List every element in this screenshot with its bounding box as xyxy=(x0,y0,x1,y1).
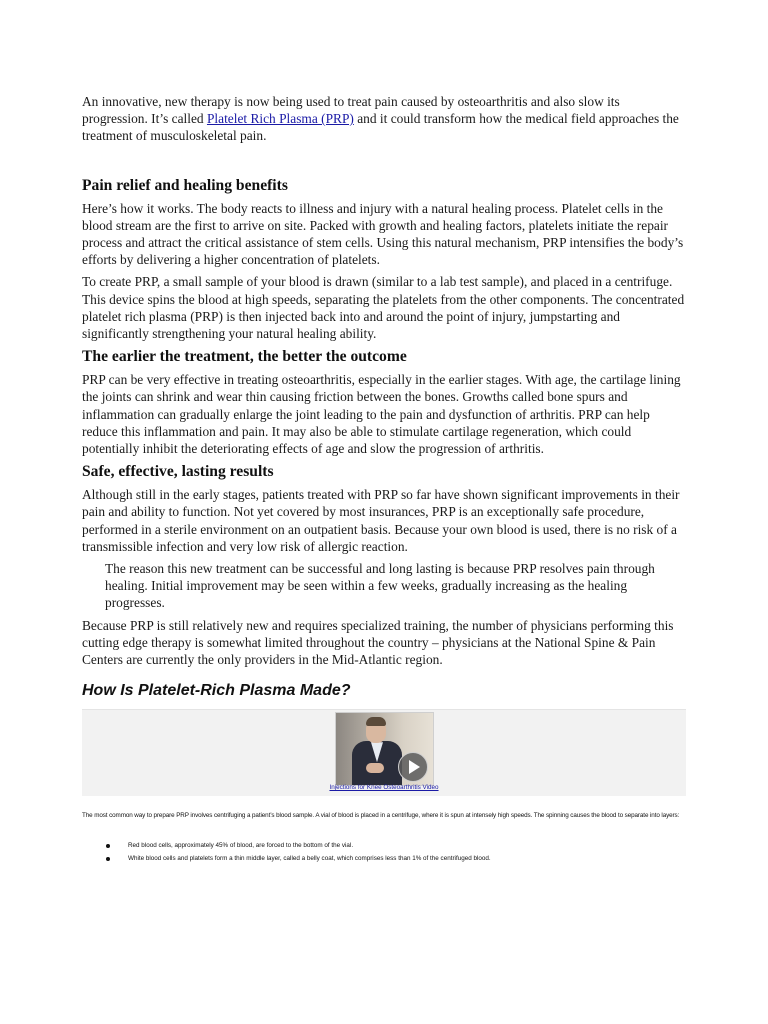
paragraph-create-prp: To create PRP, a small sample of your blood is drawn (similar to a lab test sample), and placed in a centrifuge. This device spins the blood at high speeds, separating the platelets from the other components. The concentrated platelet rich plasma (PRP) is then injected back into and around the point of injury, jumpstarting and significantly strengthening your natural healing ability. xyxy=(82,274,685,342)
paragraph-how-it-works: Here’s how it works. The body reacts to illness and injury with a natural healing process. Platelet cells in the blood stream are the first to arrive on site. Packed with growth and healing factors, platelets initiate the repair process and attract the critical assistance of stem cells. Using this natural mechanism, PRP intensifies the body’s efforts by delivering a higher concentration of platelets. xyxy=(82,200,684,268)
article xyxy=(82,93,688,868)
list-item-text: Red blood cells, approximately 45% of blood, are forced to the bottom of the vial. xyxy=(128,842,354,850)
heading-earlier-treatment: The earlier the treatment, the better the outcome xyxy=(82,348,407,366)
paragraph-osteoarthritis: PRP can be very effective in treating osteoarthritis, especially in the earlier stages. With age, the cartilage lining the joints can shrink and wear thin causing friction between the bones. Growths called bone spurs and inflammation can gradually enlarge the joint leading to the pain and dysfunction of arthritis. PRP can help reduce this inflammation and pain. It may also be able to stimulate cartilage regeneration, which could potentially inhibit the deteriorating effects of age and slow the progression of arthritis. xyxy=(82,372,681,457)
video-thumbnail[interactable] xyxy=(335,712,434,786)
heading-safe-effective: Safe, effective, lasting results xyxy=(82,463,274,481)
paragraph-early-stages: Although still in the early stages, patients treated with PRP so far have shown significant improvements in their pain and ability to function. Not yet covered by most insurances, PRP is an exceptionally safe procedure, performed in a sterile environment on an outpatient basis. Because your own blood is used, there is no risk of a transmissible infection and very low risk of allergic reaction. xyxy=(82,487,680,554)
list-item xyxy=(82,842,688,850)
list-item-text: White blood cells and platelets form a thin middle layer, called a belly coat, which comprises less than 1% of the centrifuged blood. xyxy=(128,855,491,863)
paragraph-specialized-training: Because PRP is still relatively new and requires specialized training, the number of physicians performing this cutting edge therapy is somewhat limited throughout the country – physicians at the National Spine & Pain Centers are currently the only providers in the Mid-Atlantic region. xyxy=(82,617,674,668)
intro-text-start: An innovative, new therapy is now being used to treat pain caused by osteoarthritis and also slow its progression. It’s called xyxy=(82,94,620,127)
prp-link[interactable]: Platelet Rich Plasma (PRP) xyxy=(206,111,354,127)
video-embed xyxy=(82,709,686,796)
list-item xyxy=(82,855,688,863)
paragraph-prepare-prp: The most common way to prepare PRP involves centrifuging a patient’s blood sample. A vial of blood is placed in a centrifuge, where it is spun at intensely high speeds. The spinning causes the blood to separate into layers: xyxy=(82,812,680,820)
quote-paragraph: The reason this new treatment can be successful and long lasting is because PRP resolves pain through healing. Initial improvement may be seen within a few weeks, gradually increasing as the healing progresses. xyxy=(105,561,655,611)
intro-text-end: and it could transform how the medical field approaches the treatment of musculoskeletal pain. xyxy=(82,111,679,144)
video-caption-link[interactable]: Injections for Knee Osteoarthritis Video xyxy=(329,784,439,792)
bullet-icon xyxy=(106,844,110,848)
heading-pain-relief: Pain relief and healing benefits xyxy=(82,176,288,194)
bullet-icon xyxy=(106,857,110,861)
video-caption xyxy=(82,784,686,792)
blood-layers-list xyxy=(82,842,688,863)
heading-how-prp-made: How Is Platelet-Rich Plasma Made? xyxy=(82,682,351,700)
intro-paragraph xyxy=(82,93,688,145)
